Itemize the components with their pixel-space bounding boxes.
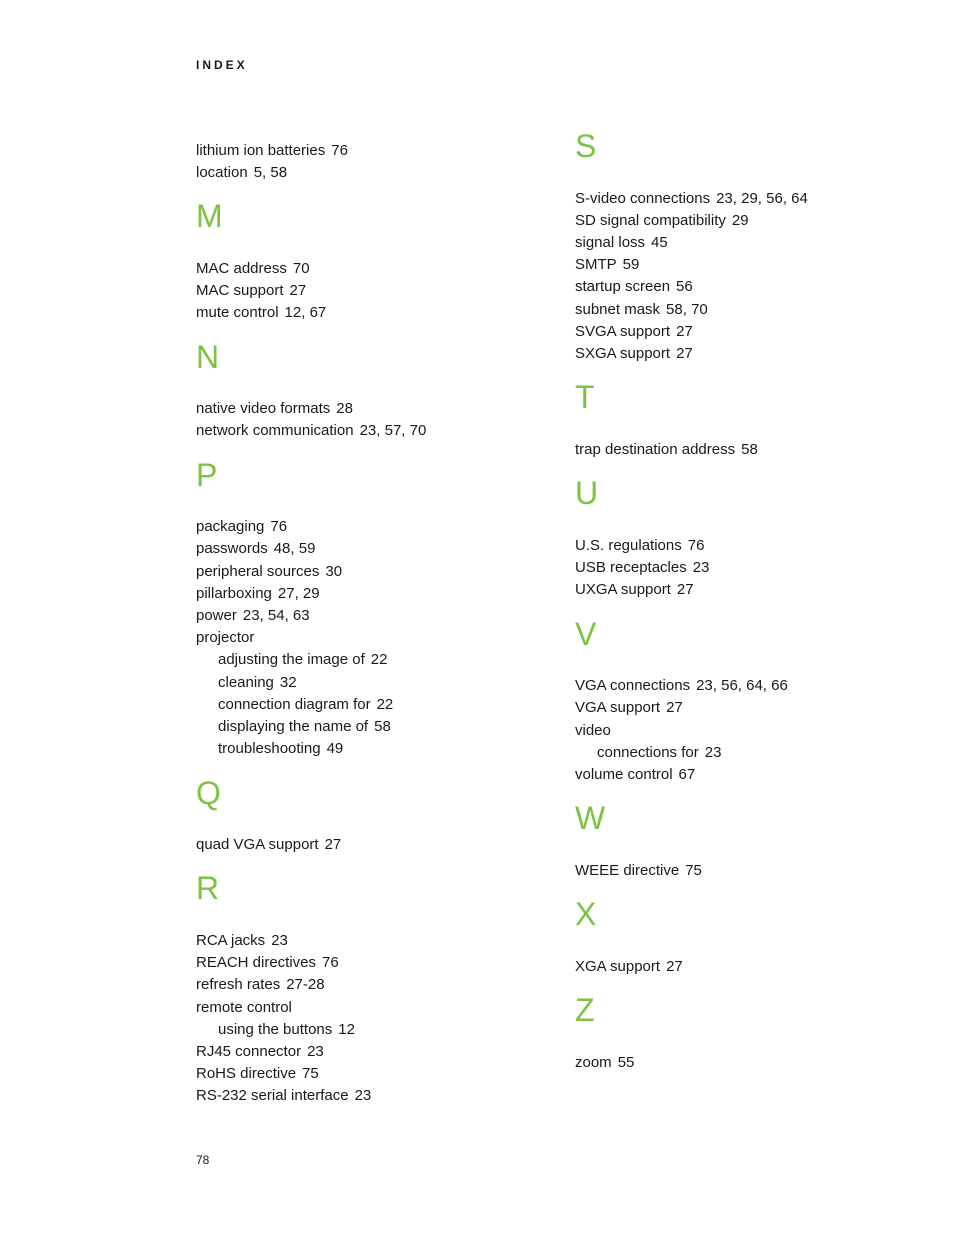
index-entry — [196, 517, 287, 537]
index-entry — [196, 835, 341, 855]
index-subentry — [597, 743, 721, 763]
index-entry — [196, 281, 306, 301]
index-term: SXGA support — [575, 345, 671, 362]
index-term: peripheral sources — [196, 563, 320, 580]
index-entry — [575, 580, 694, 600]
index-entry — [575, 300, 708, 320]
index-entry — [196, 163, 287, 183]
index-pages: 23, 54, 63 — [242, 607, 310, 624]
index-entry — [196, 1064, 319, 1084]
index-pages: 59 — [622, 256, 640, 273]
index-term: RoHS directive — [196, 1065, 297, 1082]
index-subentry — [218, 650, 387, 670]
index-pages: 5, 58 — [253, 164, 288, 181]
index-term: mute control — [196, 304, 279, 321]
index-entry — [196, 562, 342, 582]
index-entry — [575, 721, 611, 741]
index-entry — [575, 189, 808, 209]
index-pages: 76 — [322, 954, 339, 971]
index-pages: 27 — [676, 323, 693, 340]
index-term: quad VGA support — [196, 836, 319, 853]
index-term: video — [575, 722, 611, 739]
index-entry — [196, 606, 310, 626]
letter-heading: S — [575, 128, 597, 164]
letter-heading: T — [575, 379, 595, 415]
index-pages: 12 — [338, 1021, 355, 1038]
index-entry — [196, 584, 320, 604]
letter-heading: N — [196, 339, 220, 375]
index-term: UXGA support — [575, 581, 671, 598]
index-pages: 23 — [271, 932, 288, 949]
letter-heading: V — [575, 616, 597, 652]
index-pages: 76 — [687, 537, 705, 554]
index-pages: 22 — [376, 696, 394, 713]
index-pages: 76 — [331, 142, 348, 159]
index-term: SVGA support — [575, 323, 671, 340]
index-term: U.S. regulations — [575, 537, 682, 554]
index-entry — [575, 344, 693, 364]
index-pages: 27 — [666, 958, 683, 975]
index-term: network communication — [196, 422, 354, 439]
index-term: pillarboxing — [196, 585, 272, 602]
index-entry — [196, 303, 326, 323]
index-term: SD signal compatibility — [575, 212, 726, 229]
index-term: USB receptacles — [575, 559, 687, 576]
index-pages: 49 — [326, 740, 344, 757]
index-pages: 32 — [279, 674, 297, 691]
index-pages: 58 — [741, 441, 758, 458]
index-term: connections for — [597, 744, 699, 761]
running-head: INDEX — [196, 58, 248, 72]
index-term: packaging — [196, 518, 265, 535]
index-term: XGA support — [575, 958, 661, 975]
index-entry — [196, 628, 254, 648]
index-term: VGA support — [575, 699, 661, 716]
index-term: trap destination address — [575, 441, 736, 458]
index-entry — [196, 1086, 371, 1106]
index-subentry — [218, 1020, 355, 1040]
index-entry — [575, 211, 749, 231]
index-pages: 30 — [325, 563, 343, 580]
letter-heading: W — [575, 800, 606, 836]
index-entry — [575, 1053, 634, 1073]
letter-heading: Z — [575, 992, 595, 1028]
letter-heading: M — [196, 198, 223, 234]
index-term: passwords — [196, 540, 268, 557]
index-entry — [575, 957, 683, 977]
index-entry — [575, 322, 693, 342]
index-pages: 75 — [302, 1065, 319, 1082]
index-term: native video formats — [196, 400, 331, 417]
index-term: cleaning — [218, 674, 274, 691]
index-pages: 45 — [651, 234, 668, 251]
index-pages: 55 — [617, 1054, 635, 1071]
index-term: REACH directives — [196, 954, 317, 971]
index-term: S-video connections — [575, 190, 711, 207]
index-term: refresh rates — [196, 976, 281, 993]
index-pages: 27 — [324, 836, 342, 853]
index-pages: 23 — [692, 559, 710, 576]
index-term: MAC address — [196, 260, 287, 277]
letter-heading: Q — [196, 775, 221, 811]
index-pages: 27-28 — [286, 976, 325, 993]
index-entry — [575, 558, 709, 578]
index-pages: 75 — [685, 862, 702, 879]
index-entry — [575, 698, 683, 718]
index-pages: 56 — [676, 278, 693, 295]
index-entry — [575, 255, 639, 275]
index-pages: 58 — [374, 718, 391, 735]
index-term: lithium ion batteries — [196, 142, 326, 159]
index-pages: 27, 29 — [277, 585, 320, 602]
index-term: location — [196, 164, 248, 181]
index-subentry — [218, 695, 393, 715]
index-entry — [196, 141, 348, 161]
index-term: projector — [196, 629, 255, 646]
index-subentry — [218, 673, 297, 693]
page-number: 78 — [196, 1153, 210, 1167]
index-entry — [196, 975, 325, 995]
index-pages: 12, 67 — [284, 304, 327, 321]
index-pages: 27 — [676, 345, 693, 362]
index-entry — [196, 421, 426, 441]
index-pages: 23 — [307, 1043, 324, 1060]
index-term: signal loss — [575, 234, 646, 251]
index-term: SMTP — [575, 256, 617, 273]
index-pages: 76 — [270, 518, 288, 535]
index-entry — [575, 233, 668, 253]
letter-heading: U — [575, 475, 599, 511]
index-term: connection diagram for — [218, 696, 371, 713]
index-term: power — [196, 607, 237, 624]
index-term: adjusting the image of — [218, 651, 365, 668]
index-term: subnet mask — [575, 301, 661, 318]
index-entry — [196, 953, 339, 973]
index-term: remote control — [196, 999, 292, 1016]
index-pages: 48, 59 — [273, 540, 316, 557]
index-pages: 27 — [676, 581, 694, 598]
index-entry — [575, 536, 704, 556]
index-term: troubleshooting — [218, 740, 321, 757]
index-pages: 23, 29, 56, 64 — [716, 190, 808, 207]
index-entry — [196, 539, 315, 559]
index-pages: 67 — [678, 766, 696, 783]
index-entry — [575, 440, 758, 460]
index-pages: 29 — [731, 212, 749, 229]
index-subentry — [218, 739, 343, 759]
index-term: MAC support — [196, 282, 284, 299]
index-entry — [575, 676, 788, 696]
index-term: RCA jacks — [196, 932, 266, 949]
index-term: RJ45 connector — [196, 1043, 302, 1060]
index-pages: 23, 57, 70 — [359, 422, 427, 439]
index-pages: 27 — [666, 699, 683, 716]
index-entry — [196, 399, 353, 419]
index-term: zoom — [575, 1054, 612, 1071]
index-entry — [196, 998, 292, 1018]
index-term: volume control — [575, 766, 673, 783]
index-term: using the buttons — [218, 1021, 333, 1038]
index-pages: 23 — [354, 1087, 372, 1104]
index-pages: 23, 56, 64, 66 — [696, 677, 788, 694]
index-term: displaying the name of — [218, 718, 369, 735]
index-term: WEEE directive — [575, 862, 680, 879]
index-term: VGA connections — [575, 677, 691, 694]
index-term: RS-232 serial interface — [196, 1087, 349, 1104]
index-pages: 27 — [289, 282, 307, 299]
index-pages: 70 — [292, 260, 310, 277]
index-entry — [196, 1042, 324, 1062]
index-pages: 23 — [704, 744, 722, 761]
index-subentry — [218, 717, 391, 737]
index-term: startup screen — [575, 278, 671, 295]
index-entry — [196, 931, 288, 951]
index-pages: 22 — [370, 651, 388, 668]
index-pages: 58, 70 — [666, 301, 708, 318]
index-entry — [575, 277, 693, 297]
index-entry — [196, 259, 310, 279]
index-entry — [575, 861, 702, 881]
letter-heading: X — [575, 896, 597, 932]
letter-heading: R — [196, 870, 220, 906]
index-entry — [575, 765, 695, 785]
index-pages: 28 — [336, 400, 353, 417]
letter-heading: P — [196, 457, 218, 493]
